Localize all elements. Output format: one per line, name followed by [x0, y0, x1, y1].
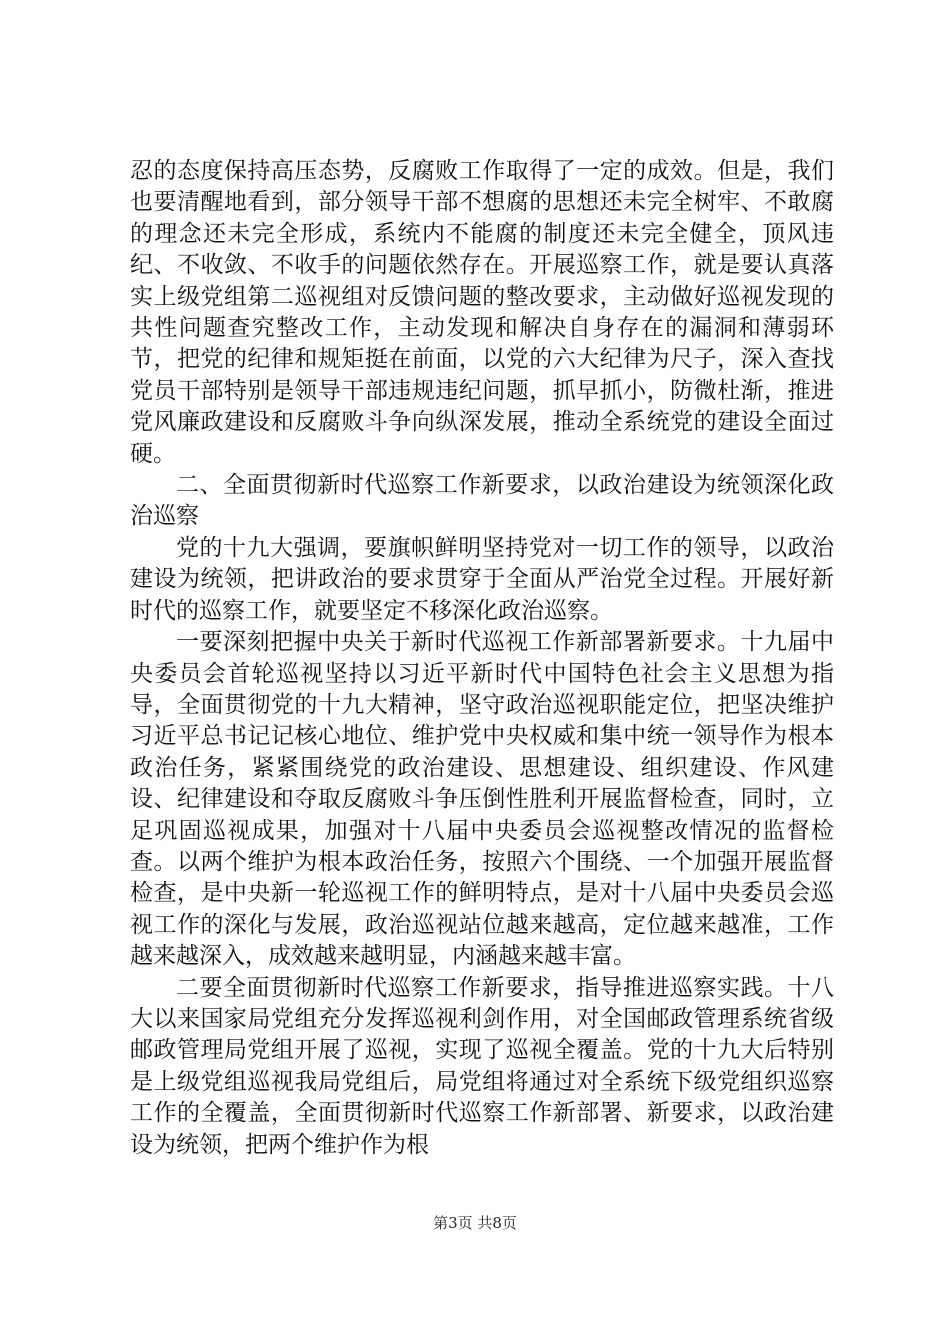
- paragraph: 二要全面贯彻新时代巡察工作新要求，指导推进巡察实践。十八大以来国家局党组充分发挥巡视利剑作用，对全国邮政管理系统省级邮政管理局党组开展了巡视，实现了巡视全覆盖。党的十九大后特别是上级党组巡视我局党组后，局党组将通过对全系统下级党组织巡察工作的全覆盖，全面贯彻新时代巡察工作新部署、新要求，以政治建设为统领，把两个维护作为根: [130, 974, 834, 1158]
- paragraph: 党的十九大强调，要旗帜鲜明坚持党对一切工作的领导，以政治建设为统领，把讲政治的要求贯穿于全面从严治党全过程。开展好新时代的巡察工作，就要坚定不移深化政治巡察。: [130, 534, 834, 624]
- paragraph-continuation: 忍的态度保持高压态势，反腐败工作取得了一定的成效。但是，我们也要清醒地看到，部分领导干部不想腐的思想还未完全树牢、不敢腐的理念还未完全形成，系统内不能腐的制度还未完全健全，顶风违纪、不收敛、不收手的问题依然存在。开展巡察工作，就是要认真落实上级党组第二巡视组对反馈问题的整改要求，主动做好巡视发现的共性问题查究整改工作，主动发现和解决自身存在的漏洞和薄弱环节，把党的纪律和规矩挺在前面，以党的六大纪律为尺子，深入查找党员干部特别是领导干部违规违纪问题，抓早抓小，防微杜渐，推进党风廉政建设和反腐败斗争向纵深发展，推动全系统党的建设全面过硬。: [130, 158, 834, 467]
- document-body: [130, 156, 834, 1161]
- paragraph: 一要深刻把握中央关于新时代巡视工作新部署新要求。十九届中央委员会首轮巡视坚持以习近平新时代中国特色社会主义思想为指导，全面贯彻党的十九大精神，坚守政治巡视职能定位，把坚决维护习近平总书记记核心地位、维护党中央权威和集中统一领导作为根本政治任务，紧紧围绕党的政治建设、思想建设、组织建设、作风建设、纪律建设和夺取反腐败斗争压倒性胜利开展监督检查，同时，立足巩固巡视成果，加强对十八届中央委员会巡视整改情况的监督检查。以两个维护为根本政治任务，按照六个围绕、一个加强开展监督检查，是中央新一轮巡视工作的鲜明特点，是对十八届中央委员会巡视工作的深化与发展，政治巡视站位越来越高，定位越来越准，工作越来越深入，成效越来越明显，内涵越来越丰富。: [130, 629, 834, 970]
- section-heading: 二、全面贯彻新时代巡察工作新要求，以政治建设为统领深化政治巡察: [130, 472, 834, 530]
- page-number-footer: 第3页 共8页: [433, 1214, 517, 1232]
